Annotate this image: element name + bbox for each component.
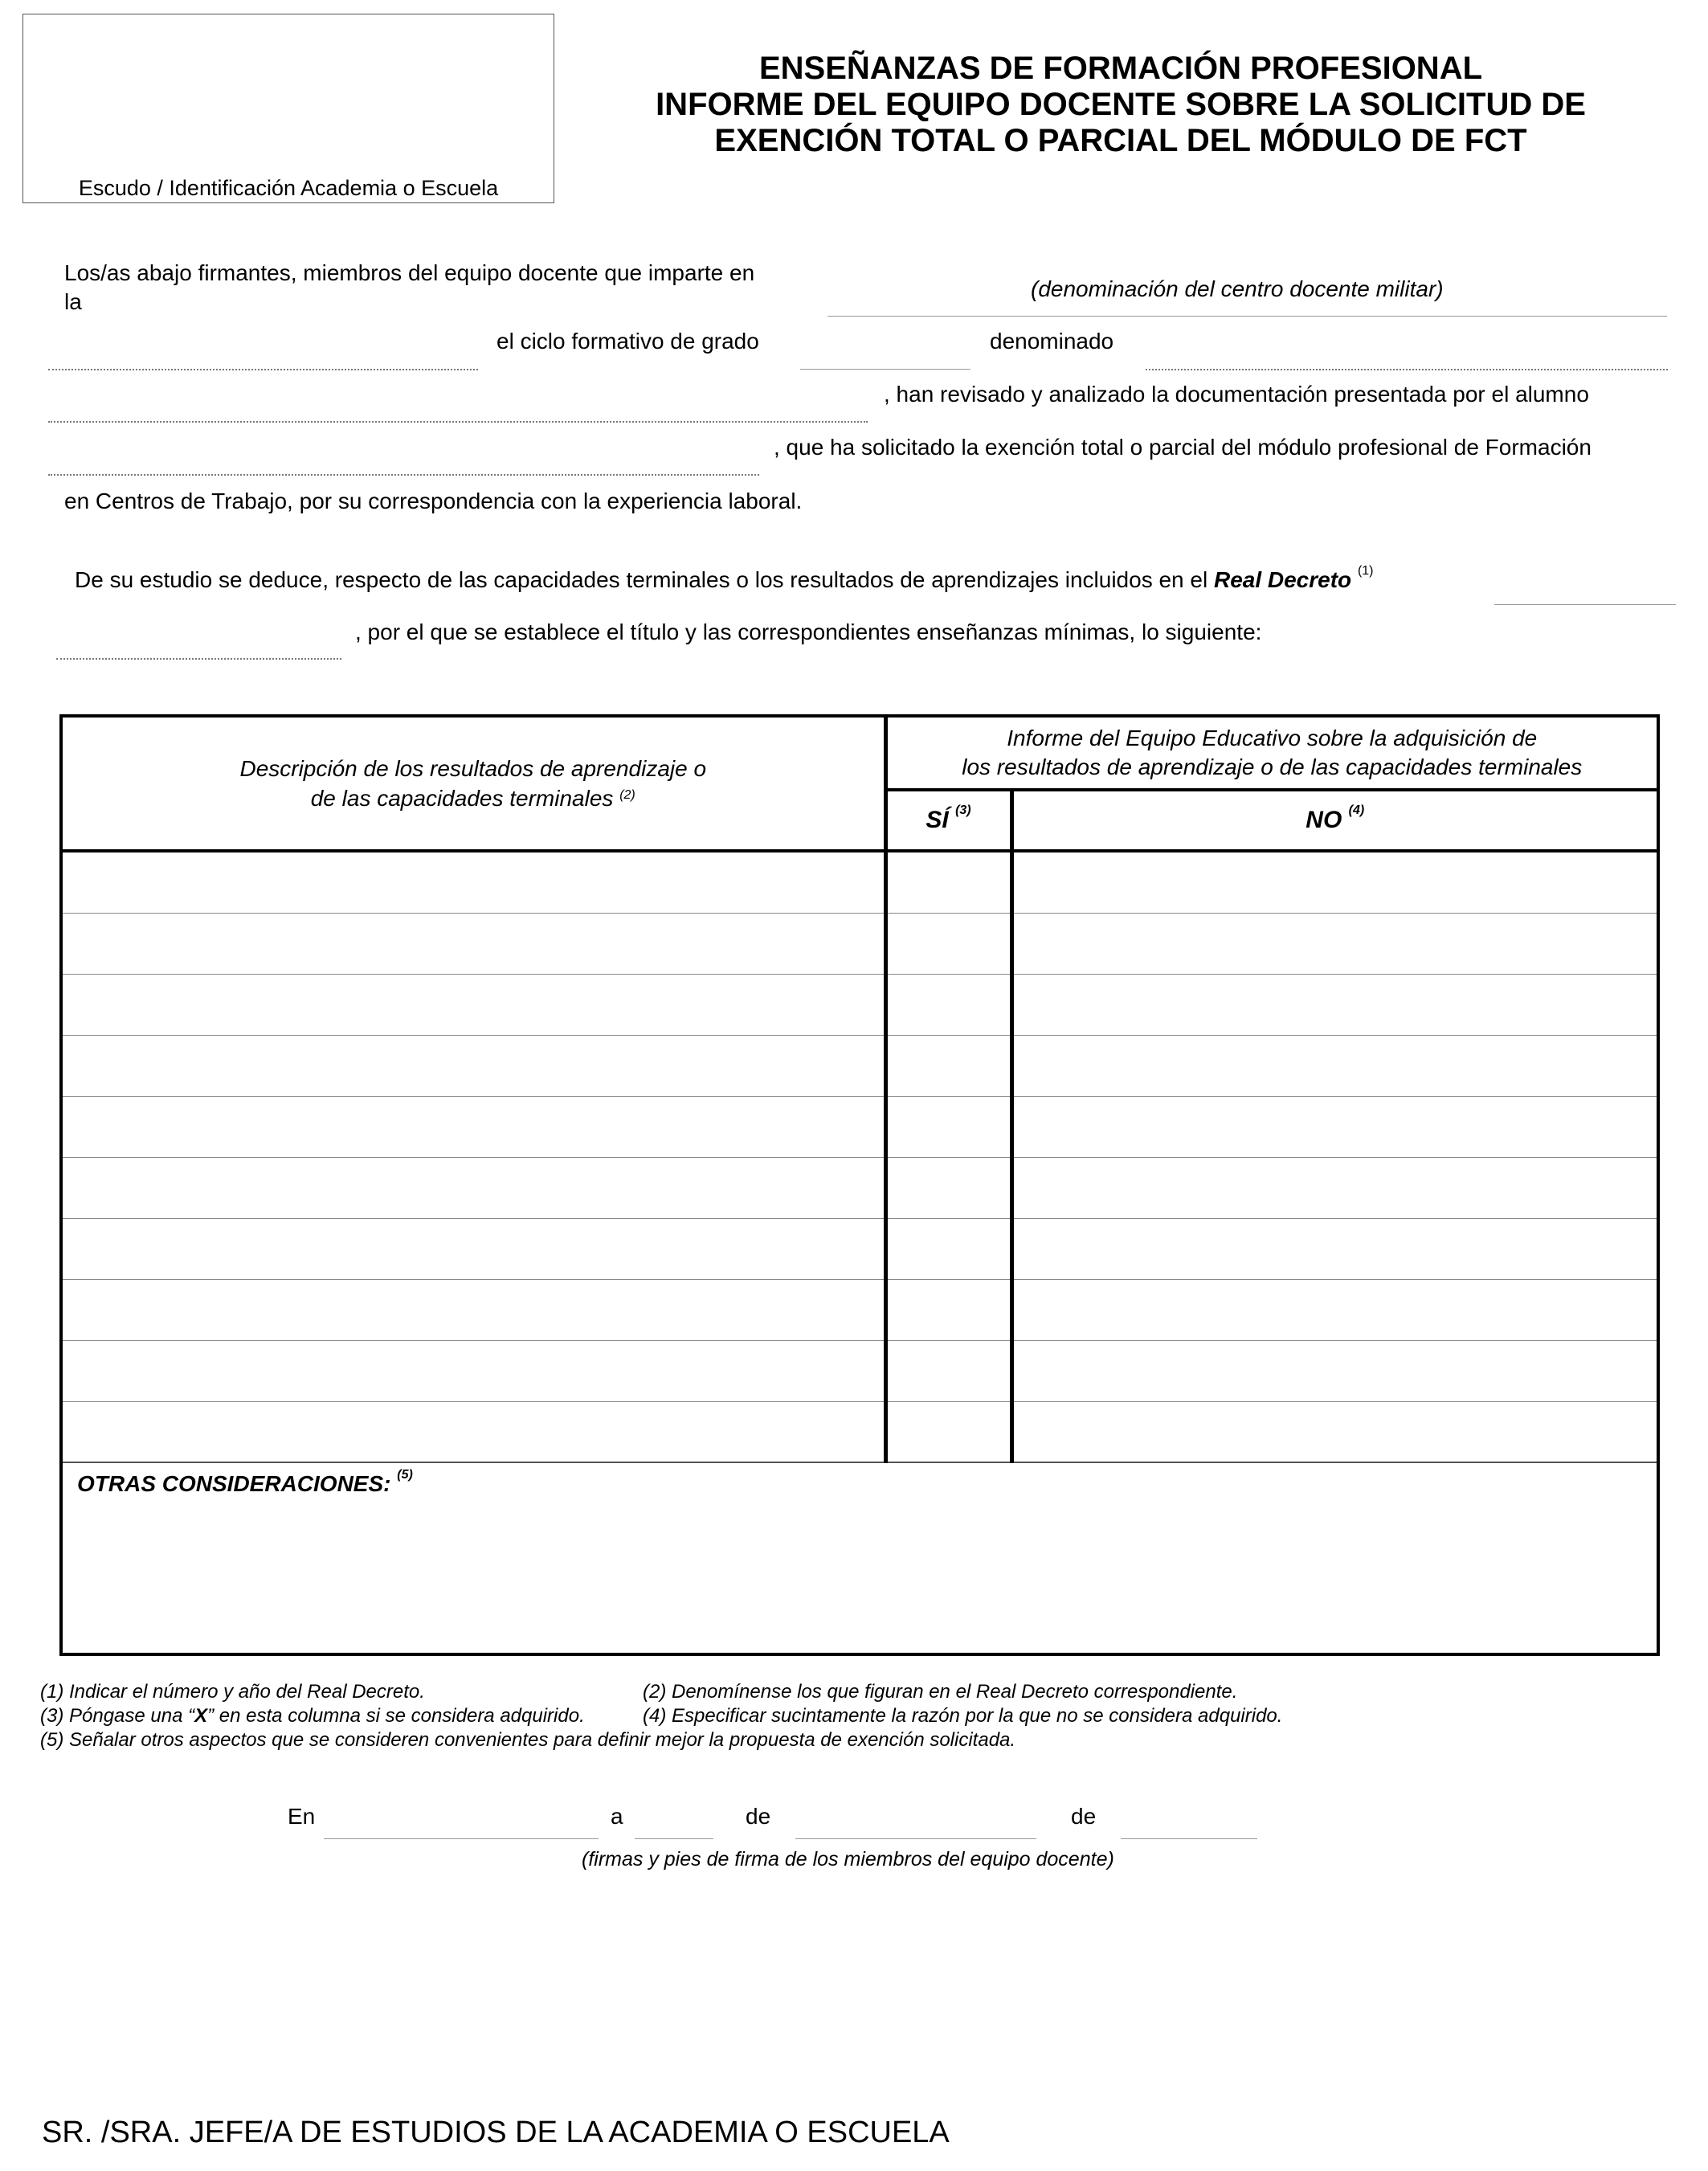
center-name-hint: (denominación del centro docente militar) (1031, 276, 1444, 301)
footnote-1: (1) Indicar el número y año del Real Decreto. (40, 1681, 425, 1703)
description-cell[interactable] (61, 1035, 885, 1096)
description-cell[interactable] (61, 851, 885, 913)
si-cell[interactable] (885, 1096, 1011, 1157)
table-row (61, 913, 1658, 974)
si-cell[interactable] (885, 913, 1011, 974)
description-cell[interactable] (61, 1096, 885, 1157)
assessment-table (59, 714, 1660, 1656)
table-row (61, 851, 1658, 913)
table-row (61, 1218, 1658, 1279)
firmas-caption: (firmas y pies de firma de los miembros del equipo docente) (582, 1848, 1114, 1870)
si-cell[interactable] (885, 1218, 1011, 1279)
day-field[interactable] (635, 1838, 713, 1839)
no-cell[interactable] (1011, 1279, 1658, 1340)
description-header (61, 716, 885, 851)
logo-caption: Escudo / Identificación Academia o Escuela (78, 176, 499, 200)
establece-text: , por el que se establece el título y las correspondientes enseñanzas mínimas, lo siguiente: (355, 619, 1262, 644)
si-cell[interactable] (885, 1035, 1011, 1096)
footnote-3-end: ” en esta columna si se considera adquirido. (207, 1705, 585, 1727)
ciclo-label: el ciclo formativo de grado (496, 329, 759, 354)
ref-5: (5) (397, 1468, 413, 1482)
no-cell[interactable] (1011, 974, 1658, 1035)
title-line-1: ENSEÑANZAS DE FORMACIÓN PROFESIONAL (758, 51, 1483, 86)
otras-consideraciones-box[interactable] (61, 1462, 1658, 1654)
no-header (1011, 790, 1658, 851)
no-cell[interactable] (1011, 1157, 1658, 1218)
no-cell[interactable] (1011, 1218, 1658, 1279)
revisado-text: , han revisado y analizado la documentación presentada por el alumno (884, 382, 1589, 407)
no-label: NO (1306, 807, 1342, 833)
si-cell[interactable] (885, 1157, 1011, 1218)
description-cell[interactable] (61, 974, 885, 1035)
description-cell[interactable] (61, 1218, 885, 1279)
table-row (61, 1157, 1658, 1218)
si-cell[interactable] (885, 974, 1011, 1035)
no-cell[interactable] (1011, 851, 1658, 913)
footnote-4: (4) Especificar sucintamente la razón por la que no se considera adquirido. (643, 1705, 1283, 1727)
si-cell[interactable] (885, 1340, 1011, 1401)
si-label: SÍ (926, 807, 949, 833)
si-header (885, 790, 1011, 851)
footnote-3 (40, 1705, 585, 1727)
informe-header-line2: los resultados de aprendizaje o de las capacidades terminales (962, 754, 1583, 779)
a-label: a (611, 1804, 623, 1829)
informe-header-line1: Informe del Equipo Educativo sobre la adquisición de (1007, 726, 1538, 750)
footnote-5: (5) Señalar otros aspectos que se consideren convenientes para definir mejor la propuesta de exención solicitada. (40, 1729, 1016, 1751)
grado-field[interactable] (800, 369, 970, 370)
ciclo-name-field[interactable] (1146, 369, 1668, 370)
description-cell[interactable] (61, 1157, 885, 1218)
footnote-2: (2) Denomínense los que figuran en el Real Decreto correspondiente. (643, 1681, 1238, 1703)
otras-consideraciones-label: OTRAS CONSIDERACIONES: (77, 1471, 391, 1496)
de-label-2: de (1071, 1804, 1097, 1829)
no-cell[interactable] (1011, 1401, 1658, 1462)
description-cell[interactable] (61, 1279, 885, 1340)
ref-1: (1) (1357, 564, 1374, 578)
title-line-2: INFORME DEL EQUIPO DOCENTE SOBRE LA SOLICITUD DE (656, 87, 1586, 122)
description-header-line2: de las capacidades terminales (310, 786, 614, 811)
no-cell[interactable] (1011, 1096, 1658, 1157)
estudio-text (75, 564, 1374, 593)
real-decreto-date-field[interactable] (56, 658, 341, 660)
description-cell[interactable] (61, 1340, 885, 1401)
ciclo-name-continued-field[interactable] (48, 421, 868, 423)
table-row (61, 1035, 1658, 1096)
de-label-1: de (746, 1804, 771, 1829)
si-cell[interactable] (885, 1401, 1011, 1462)
intro-text-la: la (64, 289, 82, 314)
title-line-3: EXENCIÓN TOTAL O PARCIAL DEL MÓDULO DE FCT (714, 123, 1527, 158)
place-field[interactable] (324, 1838, 599, 1839)
ref-4: (4) (1348, 803, 1365, 817)
no-cell[interactable] (1011, 913, 1658, 974)
informe-header (885, 716, 1658, 790)
no-cell[interactable] (1011, 1035, 1658, 1096)
table-row (61, 1401, 1658, 1462)
description-cell[interactable] (61, 913, 885, 974)
addressee: SR. /SRA. JEFE/A DE ESTUDIOS DE LA ACADEMIA O ESCUELA (42, 2116, 950, 2149)
description-cell[interactable] (61, 1401, 885, 1462)
intro-text: Los/as abajo firmantes, miembros del equipo docente que imparte en (64, 260, 755, 285)
real-decreto-number-field[interactable] (1494, 604, 1676, 605)
si-cell[interactable] (885, 1279, 1011, 1340)
real-decreto-label: Real Decreto (1213, 567, 1352, 592)
centros-text: en Centros de Trabajo, por su correspondencia con la experiencia laboral. (64, 489, 803, 513)
logo-box (22, 14, 554, 203)
estudio-text-main: De su estudio se deduce, respecto de las capacidades terminales o los resultados de aprendizajes incluidos en el (75, 567, 1208, 592)
denominado-label: denominado (990, 329, 1114, 354)
center-location-field[interactable] (48, 369, 478, 370)
month-field[interactable] (795, 1838, 1036, 1839)
table-row (61, 1279, 1658, 1340)
ref-2: (2) (619, 788, 635, 802)
table-row (61, 974, 1658, 1035)
description-header-line1: Descripción de los resultados de aprendizaje o (239, 756, 707, 781)
no-cell[interactable] (1011, 1340, 1658, 1401)
year-field[interactable] (1121, 1838, 1257, 1839)
footnote-3-x: X (194, 1705, 208, 1727)
student-name-field[interactable] (48, 474, 759, 476)
table-row (61, 1340, 1658, 1401)
ref-3: (3) (955, 803, 971, 817)
solicitado-text: , que ha solicitado la exención total o parcial del módulo profesional de Formación (774, 435, 1592, 460)
document-title (562, 51, 1679, 159)
center-name-field[interactable] (827, 316, 1667, 317)
footnote-3-start: (3) Póngase una “ (40, 1705, 195, 1727)
si-cell[interactable] (885, 851, 1011, 913)
table-row (61, 1096, 1658, 1157)
en-label: En (288, 1804, 316, 1829)
